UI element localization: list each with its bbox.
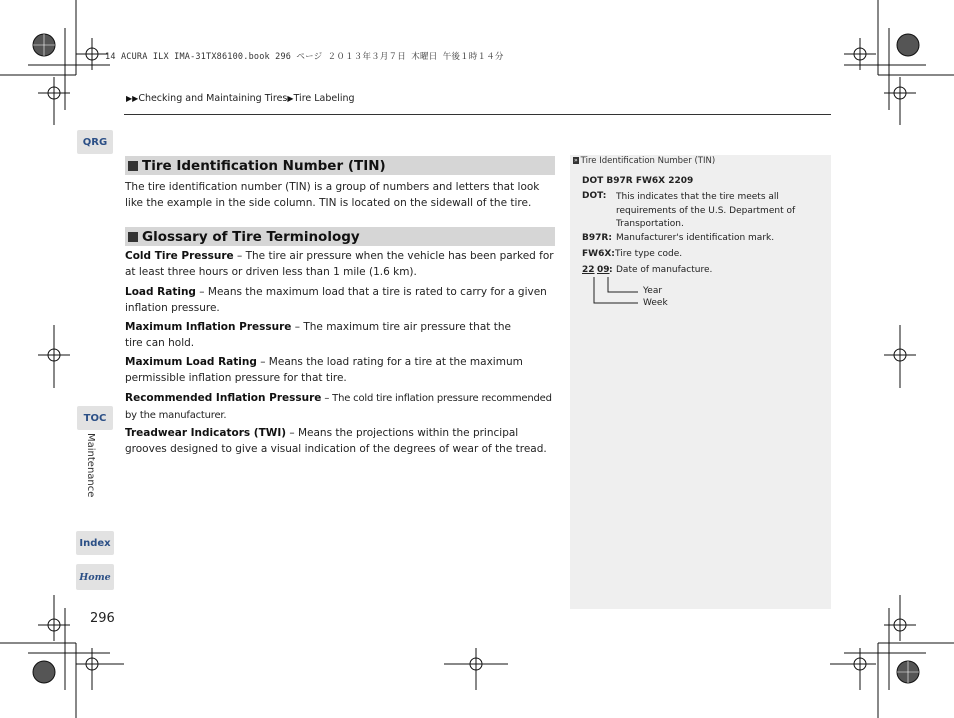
glossary-item-load-rating [125,284,555,316]
glossary-definition: – Means the projections within the principal grooves designed to give a visual indication of the degrees of wear of the tread. [125,427,547,455]
breadcrumb-arrows-icon: ▶▶ [126,94,139,103]
date-code-colon: : [609,265,613,275]
reference-marker-icon: » [574,157,578,164]
glossary-term: Cold Tire Pressure [125,250,234,262]
breadcrumb [126,93,355,104]
chapter-side-label: Maintenance [85,433,96,498]
date-code-callout-lines [585,276,645,306]
fw6x-description: Tire type code. [615,249,683,259]
header-divider [124,114,831,115]
dot-label: DOT: [582,191,607,201]
tin-example-code: DOT B97R FW6X 2209 [582,176,694,186]
glossary-term: Load Rating [125,286,196,298]
b97r-description: Manufacturer's identification mark. [616,233,775,243]
glossary-definition: – The cold tire inflation pressure recommended by the manufacturer. [125,393,552,421]
glossary-term: Treadwear Indicators (TWI) [125,427,287,439]
breadcrumb-link-section[interactable]: Checking and Maintaining Tires [138,93,288,104]
dot-description: This indicates that the tire meets all requirements of the U.S. Department of Transportation. [616,192,796,229]
glossary-definition: – The maximum tire air pressure that the tire can hold. [125,321,511,349]
glossary-heading [125,227,555,246]
glossary-term: Maximum Load Rating [125,356,257,368]
glossary-item-maximum-inflation-pressure [125,319,525,351]
week-code: 22 [582,265,595,275]
glossary-title: Glossary of Tire Terminology [142,228,360,245]
breadcrumb-separator-icon: ▶ [287,94,294,103]
toc-button[interactable]: TOC [77,406,113,430]
b97r-label: B97R: [582,233,612,243]
date-description: Date of manufacture. [616,265,713,275]
glossary-item-maximum-load-rating [125,354,555,386]
heading-square-icon [128,161,138,171]
tin-section-title: Tire Identification Number (TIN) [142,157,386,174]
glossary-definition: – Means the maximum load that a tire is rated to carry for a given inflation pressure. [125,286,547,314]
side-column-title-text: Tire Identification Number (TIN) [580,156,716,166]
year-code-value: 09 [597,265,610,275]
tin-section-body: The tire identification number (TIN) is a group of numbers and letters that look like the example in the side column. TIN is located on the sidewall of the tire. [125,181,540,209]
home-button[interactable]: Home [76,564,114,590]
page-number: 296 [90,611,115,626]
glossary-item-cold-tire-pressure [125,248,555,280]
glossary-term: Recommended Inflation Pressure [125,392,322,404]
glossary-definition: – The tire air pressure when the vehicle has been parked for at least three hours or driven less than 1 mile (1.6 km). [125,250,554,278]
breadcrumb-current-page: Tire Labeling [293,93,355,104]
glossary-item-treadwear-indicators [125,425,555,457]
print-header: 14 ACURA ILX IMA-31TX86100.book 296 ページ ２０１３年３月７日 木曜日 午後１時１４分 [105,52,504,62]
glossary-definition: – Means the load rating for a tire at the maximum permissible inflation pressure for that tire. [125,356,523,384]
heading-square-icon [128,232,138,242]
week-label: Week [643,298,668,308]
fw6x-label: FW6X: [582,249,615,259]
year-code [597,265,610,275]
index-button[interactable]: Index [76,531,114,555]
glossary-term: Maximum Inflation Pressure [125,321,292,333]
side-column-title [573,156,715,166]
year-label: Year [643,286,663,296]
glossary-item-recommended-inflation-pressure [125,390,555,424]
qrg-button[interactable]: QRG [77,130,113,154]
tin-section-heading [125,156,555,175]
